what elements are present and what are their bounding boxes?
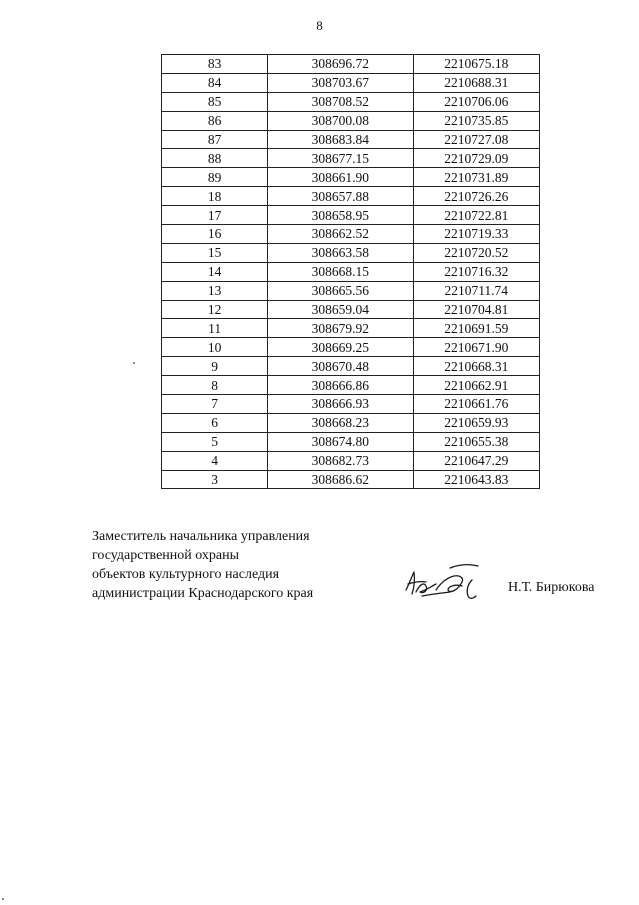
x-coordinate-cell: 308686.62 bbox=[268, 470, 413, 489]
scan-corner-mark bbox=[2, 898, 4, 900]
x-coordinate-cell: 308658.95 bbox=[268, 206, 413, 225]
signer-name: Н.Т. Бирюкова bbox=[508, 580, 595, 595]
scan-speck bbox=[133, 362, 135, 364]
y-coordinate-cell: 2210726.26 bbox=[413, 187, 540, 206]
y-coordinate-cell: 2210719.33 bbox=[413, 225, 540, 244]
x-coordinate-cell: 308703.67 bbox=[268, 73, 413, 92]
point-number-cell: 18 bbox=[162, 187, 268, 206]
point-number-cell: 11 bbox=[162, 319, 268, 338]
y-coordinate-cell: 2210671.90 bbox=[413, 338, 540, 357]
x-coordinate-cell: 308668.23 bbox=[268, 413, 413, 432]
y-coordinate-cell: 2210731.89 bbox=[413, 168, 540, 187]
x-coordinate-cell: 308696.72 bbox=[268, 55, 413, 74]
point-number-cell: 5 bbox=[162, 432, 268, 451]
x-coordinate-cell: 308683.84 bbox=[268, 130, 413, 149]
table-row bbox=[162, 111, 540, 130]
x-coordinate-cell: 308668.15 bbox=[268, 262, 413, 281]
table-row bbox=[162, 130, 540, 149]
x-coordinate-cell: 308659.04 bbox=[268, 300, 413, 319]
y-coordinate-cell: 2210662.91 bbox=[413, 376, 540, 395]
point-number-cell: 6 bbox=[162, 413, 268, 432]
point-number-cell: 13 bbox=[162, 281, 268, 300]
x-coordinate-cell: 308677.15 bbox=[268, 149, 413, 168]
signatory-title bbox=[92, 527, 313, 603]
table-row bbox=[162, 168, 540, 187]
table-row bbox=[162, 338, 540, 357]
y-coordinate-cell: 2210729.09 bbox=[413, 149, 540, 168]
x-coordinate-cell: 308674.80 bbox=[268, 432, 413, 451]
x-coordinate-cell: 308661.90 bbox=[268, 168, 413, 187]
table-row bbox=[162, 281, 540, 300]
table-row bbox=[162, 451, 540, 470]
y-coordinate-cell: 2210704.81 bbox=[413, 300, 540, 319]
x-coordinate-cell: 308682.73 bbox=[268, 451, 413, 470]
point-number-cell: 7 bbox=[162, 395, 268, 414]
y-coordinate-cell: 2210735.85 bbox=[413, 111, 540, 130]
y-coordinate-cell: 2210716.32 bbox=[413, 262, 540, 281]
point-number-cell: 15 bbox=[162, 243, 268, 262]
point-number-cell: 84 bbox=[162, 73, 268, 92]
x-coordinate-cell: 308663.58 bbox=[268, 243, 413, 262]
x-coordinate-cell: 308665.56 bbox=[268, 281, 413, 300]
point-number-cell: 9 bbox=[162, 357, 268, 376]
x-coordinate-cell: 308662.52 bbox=[268, 225, 413, 244]
table-row bbox=[162, 225, 540, 244]
signatory-title-line: Заместитель начальника управления bbox=[92, 529, 310, 544]
table-row bbox=[162, 470, 540, 489]
coordinates-table-body bbox=[162, 55, 540, 489]
signatory-title-line: объектов культурного наследия bbox=[92, 567, 280, 582]
table-row bbox=[162, 262, 540, 281]
signatory-title-line: администрации Краснодарского края bbox=[92, 586, 314, 601]
table-row bbox=[162, 55, 540, 74]
x-coordinate-cell: 308700.08 bbox=[268, 111, 413, 130]
x-coordinate-cell: 308669.25 bbox=[268, 338, 413, 357]
table-row bbox=[162, 432, 540, 451]
x-coordinate-cell: 308666.93 bbox=[268, 395, 413, 414]
y-coordinate-cell: 2210655.38 bbox=[413, 432, 540, 451]
x-coordinate-cell: 308670.48 bbox=[268, 357, 413, 376]
point-number-cell: 86 bbox=[162, 111, 268, 130]
point-number-cell: 14 bbox=[162, 262, 268, 281]
y-coordinate-cell: 2210647.29 bbox=[413, 451, 540, 470]
x-coordinate-cell: 308666.86 bbox=[268, 376, 413, 395]
y-coordinate-cell: 2210706.06 bbox=[413, 92, 540, 111]
table-row bbox=[162, 73, 540, 92]
y-coordinate-cell: 2210720.52 bbox=[413, 243, 540, 262]
point-number-cell: 83 bbox=[162, 55, 268, 74]
point-number-cell: 8 bbox=[162, 376, 268, 395]
point-number-cell: 87 bbox=[162, 130, 268, 149]
y-coordinate-cell: 2210688.31 bbox=[413, 73, 540, 92]
point-number-cell: 89 bbox=[162, 168, 268, 187]
coordinates-table bbox=[161, 54, 540, 489]
table-row bbox=[162, 243, 540, 262]
point-number-cell: 10 bbox=[162, 338, 268, 357]
signatory-title-line: государственной охраны bbox=[92, 548, 240, 563]
point-number-cell: 4 bbox=[162, 451, 268, 470]
y-coordinate-cell: 2210711.74 bbox=[413, 281, 540, 300]
table-row bbox=[162, 319, 540, 338]
table-row bbox=[162, 413, 540, 432]
point-number-cell: 17 bbox=[162, 206, 268, 225]
y-coordinate-cell: 2210722.81 bbox=[413, 206, 540, 225]
x-coordinate-cell: 308708.52 bbox=[268, 92, 413, 111]
handwritten-signature bbox=[402, 560, 482, 604]
y-coordinate-cell: 2210675.18 bbox=[413, 55, 540, 74]
y-coordinate-cell: 2210661.76 bbox=[413, 395, 540, 414]
table-row bbox=[162, 300, 540, 319]
x-coordinate-cell: 308679.92 bbox=[268, 319, 413, 338]
y-coordinate-cell: 2210659.93 bbox=[413, 413, 540, 432]
y-coordinate-cell: 2210691.59 bbox=[413, 319, 540, 338]
point-number-cell: 88 bbox=[162, 149, 268, 168]
point-number-cell: 85 bbox=[162, 92, 268, 111]
table-row bbox=[162, 92, 540, 111]
table-row bbox=[162, 376, 540, 395]
x-coordinate-cell: 308657.88 bbox=[268, 187, 413, 206]
point-number-cell: 12 bbox=[162, 300, 268, 319]
table-row bbox=[162, 206, 540, 225]
y-coordinate-cell: 2210643.83 bbox=[413, 470, 540, 489]
table-row bbox=[162, 395, 540, 414]
y-coordinate-cell: 2210727.08 bbox=[413, 130, 540, 149]
y-coordinate-cell: 2210668.31 bbox=[413, 357, 540, 376]
page-number: 8 bbox=[316, 18, 323, 33]
point-number-cell: 16 bbox=[162, 225, 268, 244]
point-number-cell: 3 bbox=[162, 470, 268, 489]
table-row bbox=[162, 187, 540, 206]
table-row bbox=[162, 149, 540, 168]
table-row bbox=[162, 357, 540, 376]
